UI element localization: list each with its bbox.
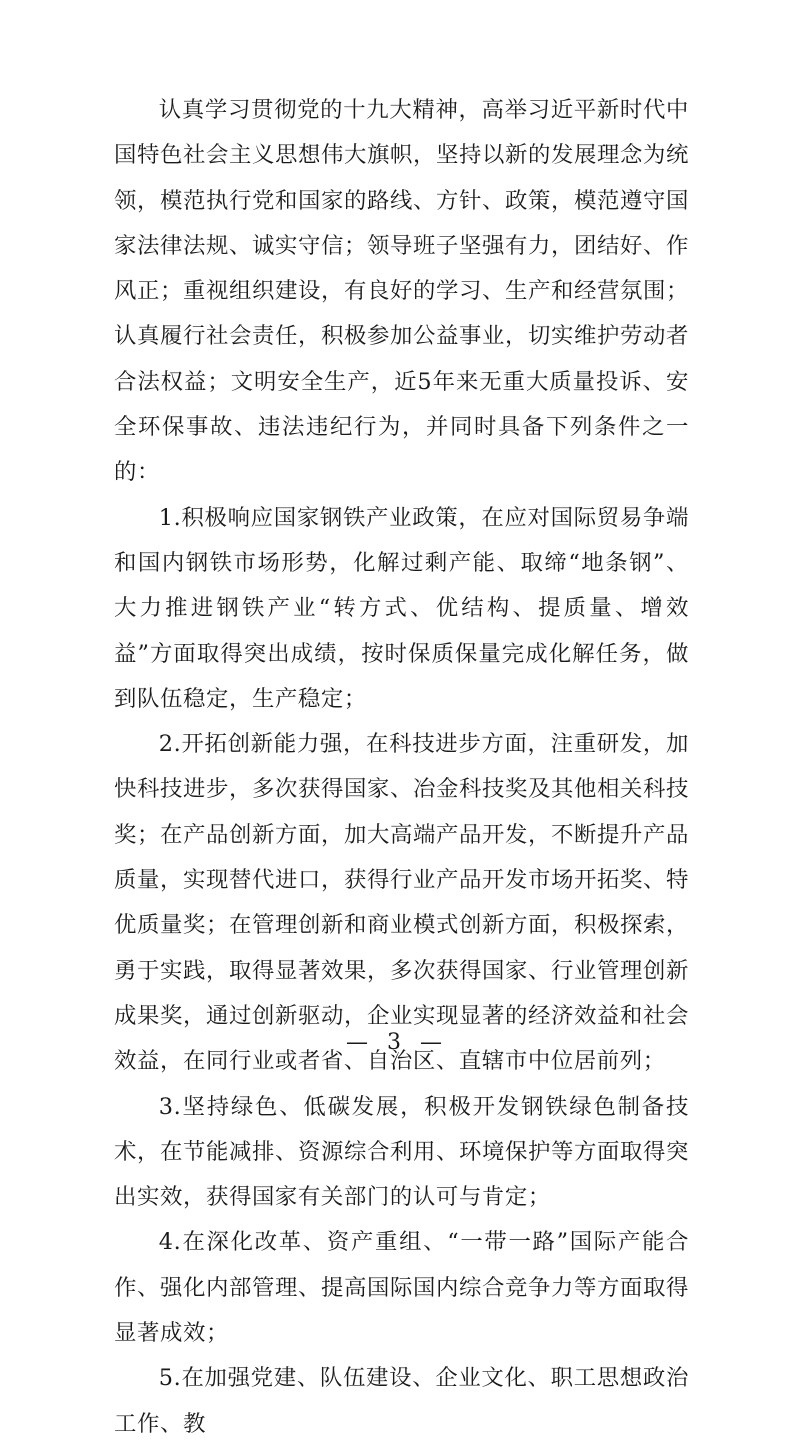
paragraph-item-3: 3.坚持绿色、低碳发展，积极开发钢铁绿色制备技术，在节能减排、资源综合利用、环境保护等方面取得突出实效，获得国家有关部门的认可与肯定； (114, 1093, 689, 1211)
paragraph-intro: 认真学习贯彻党的十九大精神，高举习近平新时代中国特色社会主义思想伟大旗帜，坚持以新的发展理念为统领，模范执行党和国家的路线、方针、政策，模范遵守国家法律法规、诚实守信；领导班子坚强有力，团结好、作风正；重视组织建设，有良好的学习、生产和经营氛围；认真履行社会责任，积极参加公益事业，切实维护劳动者合法权益；文明安全生产，近5年来无重大质量投诉、安全环保事故、违法违纪行为，并同时具备下列条件之一的： (114, 97, 689, 486)
body-text (114, 88, 689, 1447)
paragraph-item-2: 2.开拓创新能力强，在科技进步方面，注重研发，加快科技进步，多次获得国家、冶金科技奖及其他相关科技奖；在产品创新方面，加大高端产品开发，不断提升产品质量，实现替代进口，获得行业产品开发市场开拓奖、特优质量奖；在管理创新和商业模式创新方面，积极探索，勇于实践，取得显著效果，多次获得国家、行业管理创新成果奖，通过创新驱动，企业实现显著的经济效益和社会效益，在同行业或者省、自治区、直辖市中位居前列； (114, 731, 689, 1075)
paragraph-item-1: 1.积极响应国家钢铁产业政策，在应对国际贸易争端和国内钢铁市场形势，化解过剩产能、取缔“地条钢”、大力推进钢铁产业“转方式、优结构、提质量、增效益”方面取得突出成绩，按时保质保量完成化解任务，做到队伍稳定，生产稳定； (114, 504, 689, 712)
paragraph-item-5: 5.在加强党建、队伍建设、企业文化、职工思想政治工作、教 (114, 1365, 689, 1437)
paragraph-item-4: 4.在深化改革、资产重组、“一带一路”国际产能合作、强化内部管理、提高国际国内综合竞争力等方面取得显著成效； (114, 1229, 689, 1347)
page-number: — 3 — (346, 1030, 448, 1055)
